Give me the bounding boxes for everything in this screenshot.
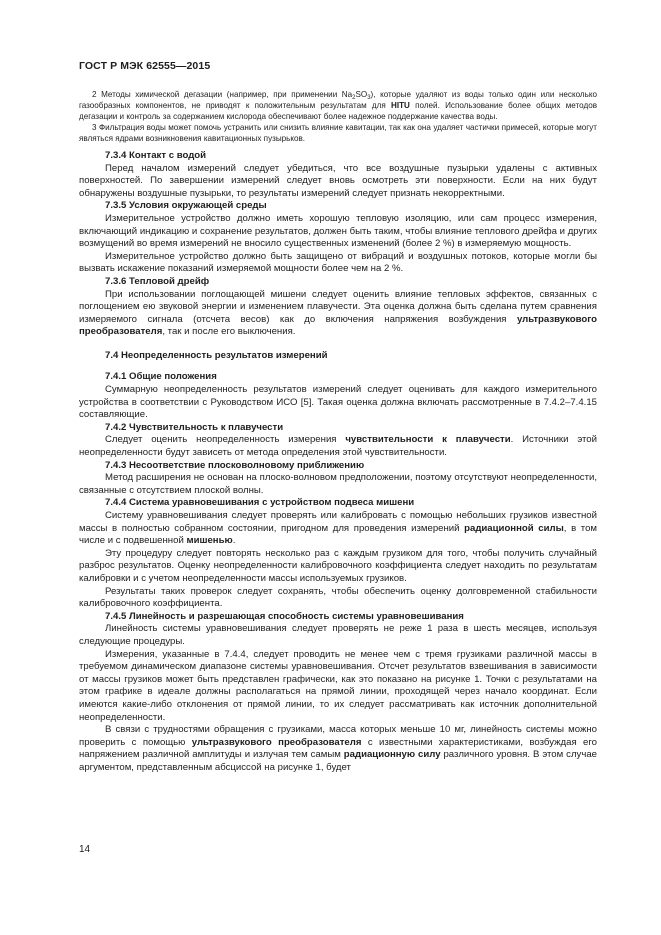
paragraph: Следует оценить неопределенность измерения чувствительности к плавучести. Источники этой неопределенности будут зависеть от метода определения этой чувствительности.	[79, 434, 597, 459]
paragraph: Измерительное устройство должно иметь хорошую тепловую изоляцию, или сам процесс измерения, включающий индикацию и сохранение результатов, должен быть таким, чтобы влияние теплового дрейфа и других возмущений во время измерений не вносило существенных изменений (более 2 %) в измеряемую мощность.	[79, 212, 597, 250]
heading-7-4-4: 7.4.4 Система уравновешивания с устройством подвеса мишени	[105, 497, 415, 509]
paragraph: Перед началом измерений следует убедиться, что все воздушные пузырьки удалены с активных поверхностей. По завершении измерений следует вновь осмотреть эти поверхности. Если на них будут обнаружены воздушные пузырьки, то результаты измерений следует признать некорректными.	[79, 162, 597, 199]
paragraph: Эту процедуру следует повторять несколько раз с каждым грузиком для того, чтобы получить случайный разброс результатов. Оценку неопределенности калибровочного коэффициента следует находить по результатам калибровки и с учетом неопределенности массы используемых грузиков.	[79, 547, 597, 584]
page-number: 14	[79, 844, 91, 855]
paragraph: Линейность системы уравновешивания следует проверять не реже 1 раза в шесть месяцев, используя следующие процедуры.	[79, 623, 597, 647]
heading-7-4: 7.4 Неопределенность результатов измерений	[105, 349, 328, 361]
heading-7-3-6: 7.3.6 Тепловой дрейф	[105, 275, 210, 287]
paragraph: Метод расширения не основан на плоско-волновом предположении, поэтому отсутствуют неопределенности, связанные с отсутствием плоской волны.	[79, 472, 597, 496]
paragraph: Систему уравновешивания следует проверять или калибровать с помощью небольших грузиков известной массы в полностью собранном состоянии, пригодном для проведения измерений радиационной силы, в том числе и с подвешенной мишенью.	[79, 510, 598, 547]
note-3: 3 Фильтрация воды может помочь устранить или снизить влияние кавитации, так как она удаляет частички примесей, которые могут являться ядрами возникновения кавитационных пузырьков.	[79, 123, 597, 144]
heading-7-4-5: 7.4.5 Линейность и разрешающая способность системы уравновешивания	[105, 610, 464, 622]
heading-7-4-3: 7.4.3 Несоответствие плосковолновому приближению	[105, 459, 365, 471]
document-header: ГОСТ Р МЭК 62555—2015	[79, 60, 211, 72]
paragraph: Измерения, указанные в 7.4.4, следует проводить не менее чем с тремя грузиками различной массы в требуемом динамическом диапазоне системы уравновешивания. Отсчет результатов взвешивания в зависимости от массы грузиков может быть представлен графически, как это показано на рисунке 1. Точки с результатами на этом графике в идеале должны располагаться на прямой линии, проходящей через начало координат. Если имеются какие-либо отклонения от прямой линии, то их следует рассматривать как источник дополнительной неопределенности.	[79, 648, 597, 723]
paragraph: Измерительное устройство должно быть защищено от вибраций и воздушных потоков, которые могли бы вызвать искажение показаний измеряемой мощности более чем на 2 %.	[79, 250, 597, 275]
heading-7-3-5: 7.3.5 Условия окружающей среды	[105, 200, 267, 212]
heading-7-4-2: 7.4.2 Чувствительность к плавучести	[105, 421, 284, 433]
paragraph: В связи с трудностями обращения с грузиками, масса которых меньше 10 мг, линейность системы можно проверить с помощью ультразвукового преобразователя с известными характеристиками, возбуждая его напряжением различной амплитуды и излучая тем самым радиационную силу различного уровня. В этом случае аргументом, представленным абсциссой на рисунке 1, будет	[79, 724, 598, 773]
note-2: 2 Методы химической дегазации (например, при применении $Na_2SO_3$), которые удаляют из воды только один или несколько газообразных компонентов, не приводят к положительным результатам для HITU полей. Использование более общих методов дегазации и контроль за содержанием кислорода обеспечивают более надежное поддержание качества воды.	[79, 90, 597, 121]
heading-7-4-1: 7.4.1 Общие положения	[105, 371, 217, 383]
paragraph: Суммарную неопределенность результатов измерений следует оценивать для каждого измерительного устройства в соответствии с Руководством ИСО [5]. Такая оценка должна включать рассмотренные в 7.4.2–7.4.15 составляющие.	[79, 384, 597, 421]
page-body	[79, 90, 597, 774]
paragraph: При использовании поглощающей мишени следует оценить влияние тепловых эффектов, связанных с поглощением ею звуковой энергии и изменением плавучести. Эта оценка должна быть сделана путем сравнения измеряемого сигнала (отсчета весов) как до включения напряжения возбуждения ультразвукового преобразователя, так и после его выключения.	[79, 288, 597, 338]
heading-7-3-4: 7.3.4 Контакт с водой	[105, 149, 207, 161]
paragraph: Результаты таких проверок следует сохранять, чтобы обеспечить оценку долговременной стабильности калибровочного коэффициента.	[79, 585, 597, 610]
